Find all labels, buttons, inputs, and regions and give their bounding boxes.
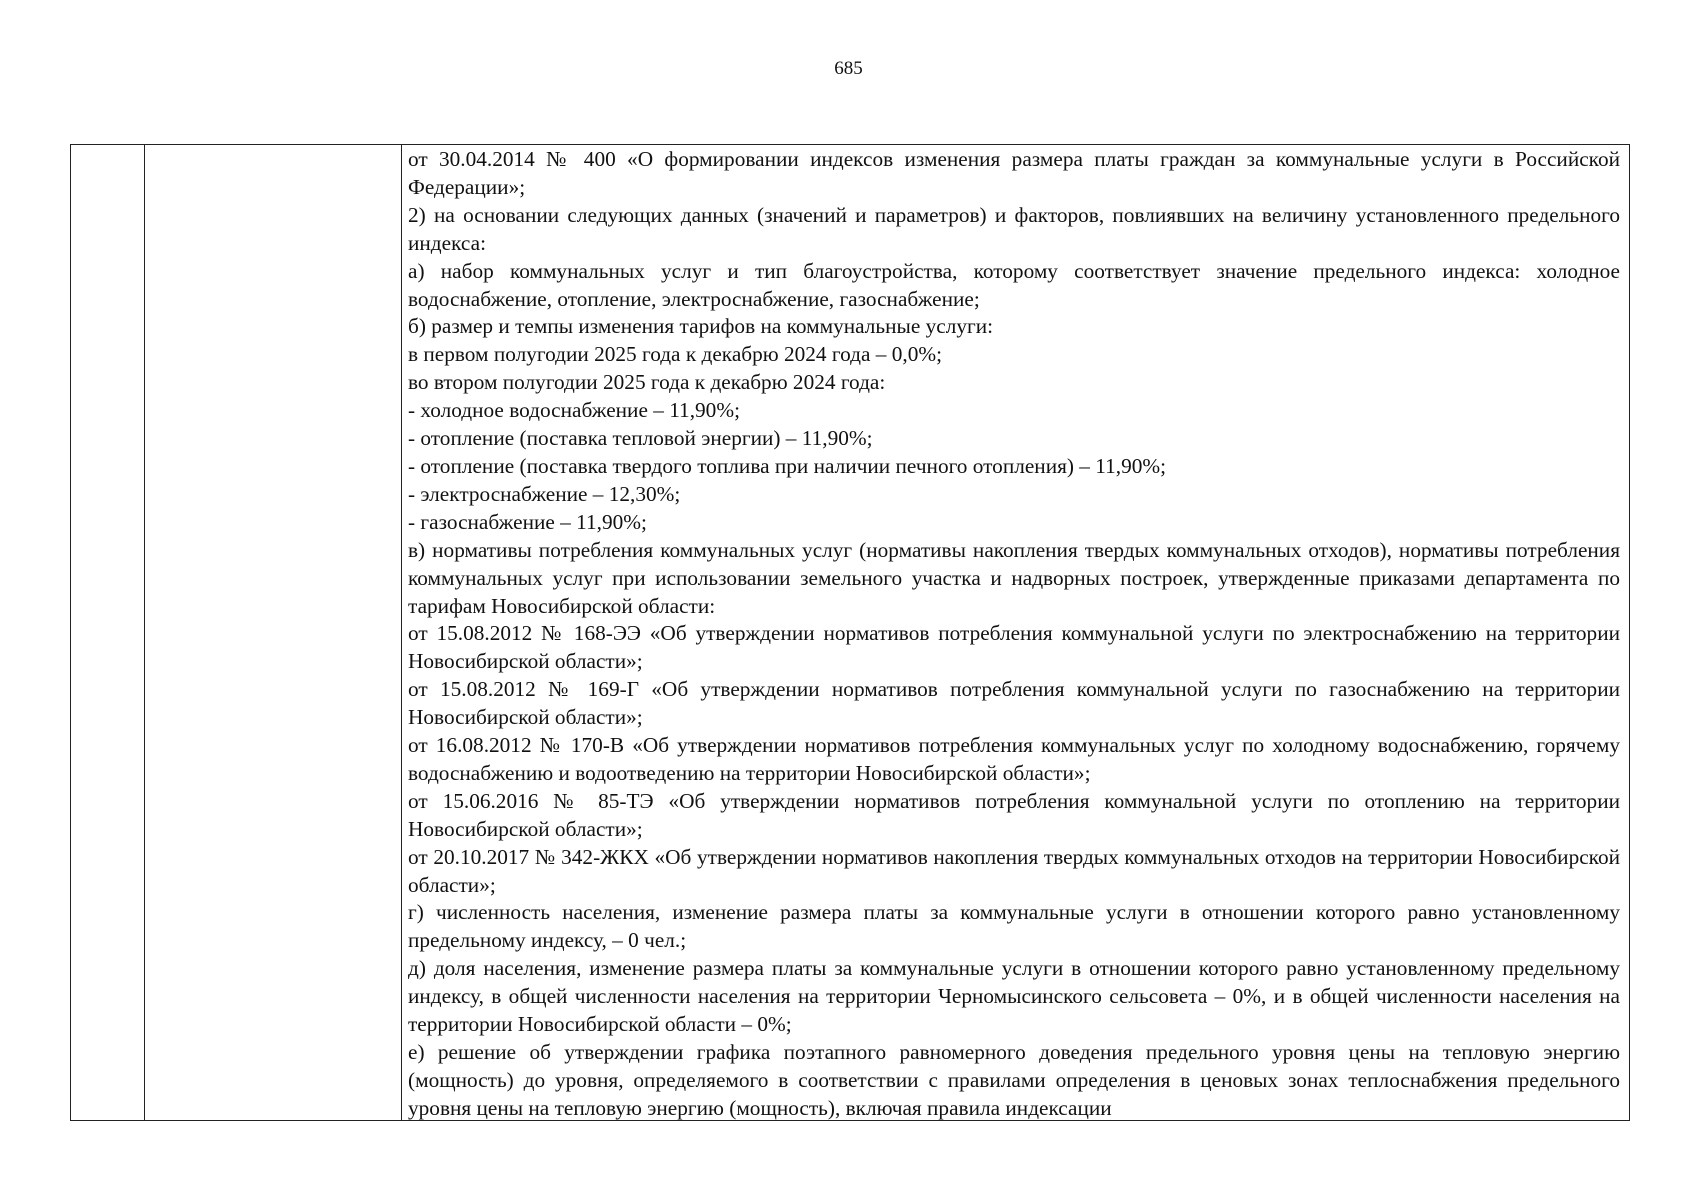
column-divider-2 [401, 145, 402, 1120]
paragraph-18: г) численность населения, изменение размера платы за коммунальные услуги в отношении которого равно установленному предельному индексу, – 0 чел.; [408, 900, 1620, 953]
document-table [70, 144, 1630, 1121]
paragraph-15: от 16.08.2012 № 170-В «Об утверждении нормативов потребления коммунальных услуг по холодному водоснабжению, горячему водоснабжению и водоотведению на территории Новосибирской области»; [408, 733, 1620, 785]
paragraph-5: в первом полугодии 2025 года к декабрю 2024 года – 0,0%; [408, 342, 943, 367]
column-divider-1 [144, 145, 145, 1120]
paragraph-12: в) нормативы потребления коммунальных услуг (нормативы накопления твердых коммунальных отходов), нормативы потребления коммунальных услуг при использовании земельного участка и надворных построек, утвержденные приказами департамента по тарифам Новосибирской области: [408, 537, 1620, 618]
paragraph-4: б) размер и темпы изменения тарифов на коммунальные услуги: [408, 314, 994, 339]
paragraph-20: е) решение об утверждении графика поэтапного равномерного доведения предельного уровня цены на тепловую энергию (мощность) до уровня, определяемого в соответствии с правилами определения в ценовых зонах теплоснабжения предельного уровня цены на тепловую энергию (мощность), включая правила индексации [408, 1040, 1620, 1120]
paragraph-8: - отопление (поставка тепловой энергии) – 11,90%; [408, 426, 873, 451]
paragraph-7: - холодное водоснабжение – 11,90%; [408, 398, 740, 423]
paragraph-11: - газоснабжение – 11,90%; [408, 509, 647, 534]
paragraph-17: от 20.10.2017 № 342-ЖКХ «Об утверждении нормативов накопления твердых коммунальных отходов на территории Новосибирской области»; [408, 844, 1620, 897]
paragraph-19: д) доля населения, изменение размера платы за коммунальные услуги в отношении которого равно установленному предельному индексу, в общей численности населения на территории Черномысинского сельсовета – 0%, и в общей численности населения на территории Новосибирской области – 0%; [408, 956, 1620, 1037]
paragraph-6: во втором полугодии 2025 года к декабрю 2024 года: [408, 370, 886, 395]
table-text-cell [408, 146, 1620, 1120]
paragraph-1: от 30.04.2014 № 400 «О формировании индексов изменения размера платы граждан за коммунальные услуги в Российской Федерации»; [408, 147, 1620, 199]
paragraph-9: - отопление (поставка твердого топлива при наличии печного отопления) – 11,90%; [408, 453, 1167, 478]
paragraph-10: - электроснабжение – 12,30%; [408, 481, 681, 506]
paragraph-13: от 15.08.2012 № 168-ЭЭ «Об утверждении нормативов потребления коммунальной услуги по электроснабжению на территории Новосибирской области»; [408, 621, 1620, 674]
paragraph-14: от 15.08.2012 № 169-Г «Об утверждении нормативов потребления коммунальной услуги по газоснабжению на территории Новосибирской области»; [408, 677, 1620, 730]
page-number: 685 [834, 58, 863, 79]
paragraph-3: а) набор коммунальных услуг и тип благоустройства, которому соответствует значение предельного индекса: холодное водоснабжение, отопление, электроснабжение, газоснабжение; [408, 258, 1620, 311]
paragraph-16: от 15.06.2016 № 85-ТЭ «Об утверждении нормативов потребления коммунальной услуги по отоплению на территории Новосибирской области»; [408, 788, 1620, 841]
paragraph-2: 2) на основании следующих данных (значений и параметров) и факторов, повлиявших на величину установленного предельного индекса: [408, 202, 1620, 255]
